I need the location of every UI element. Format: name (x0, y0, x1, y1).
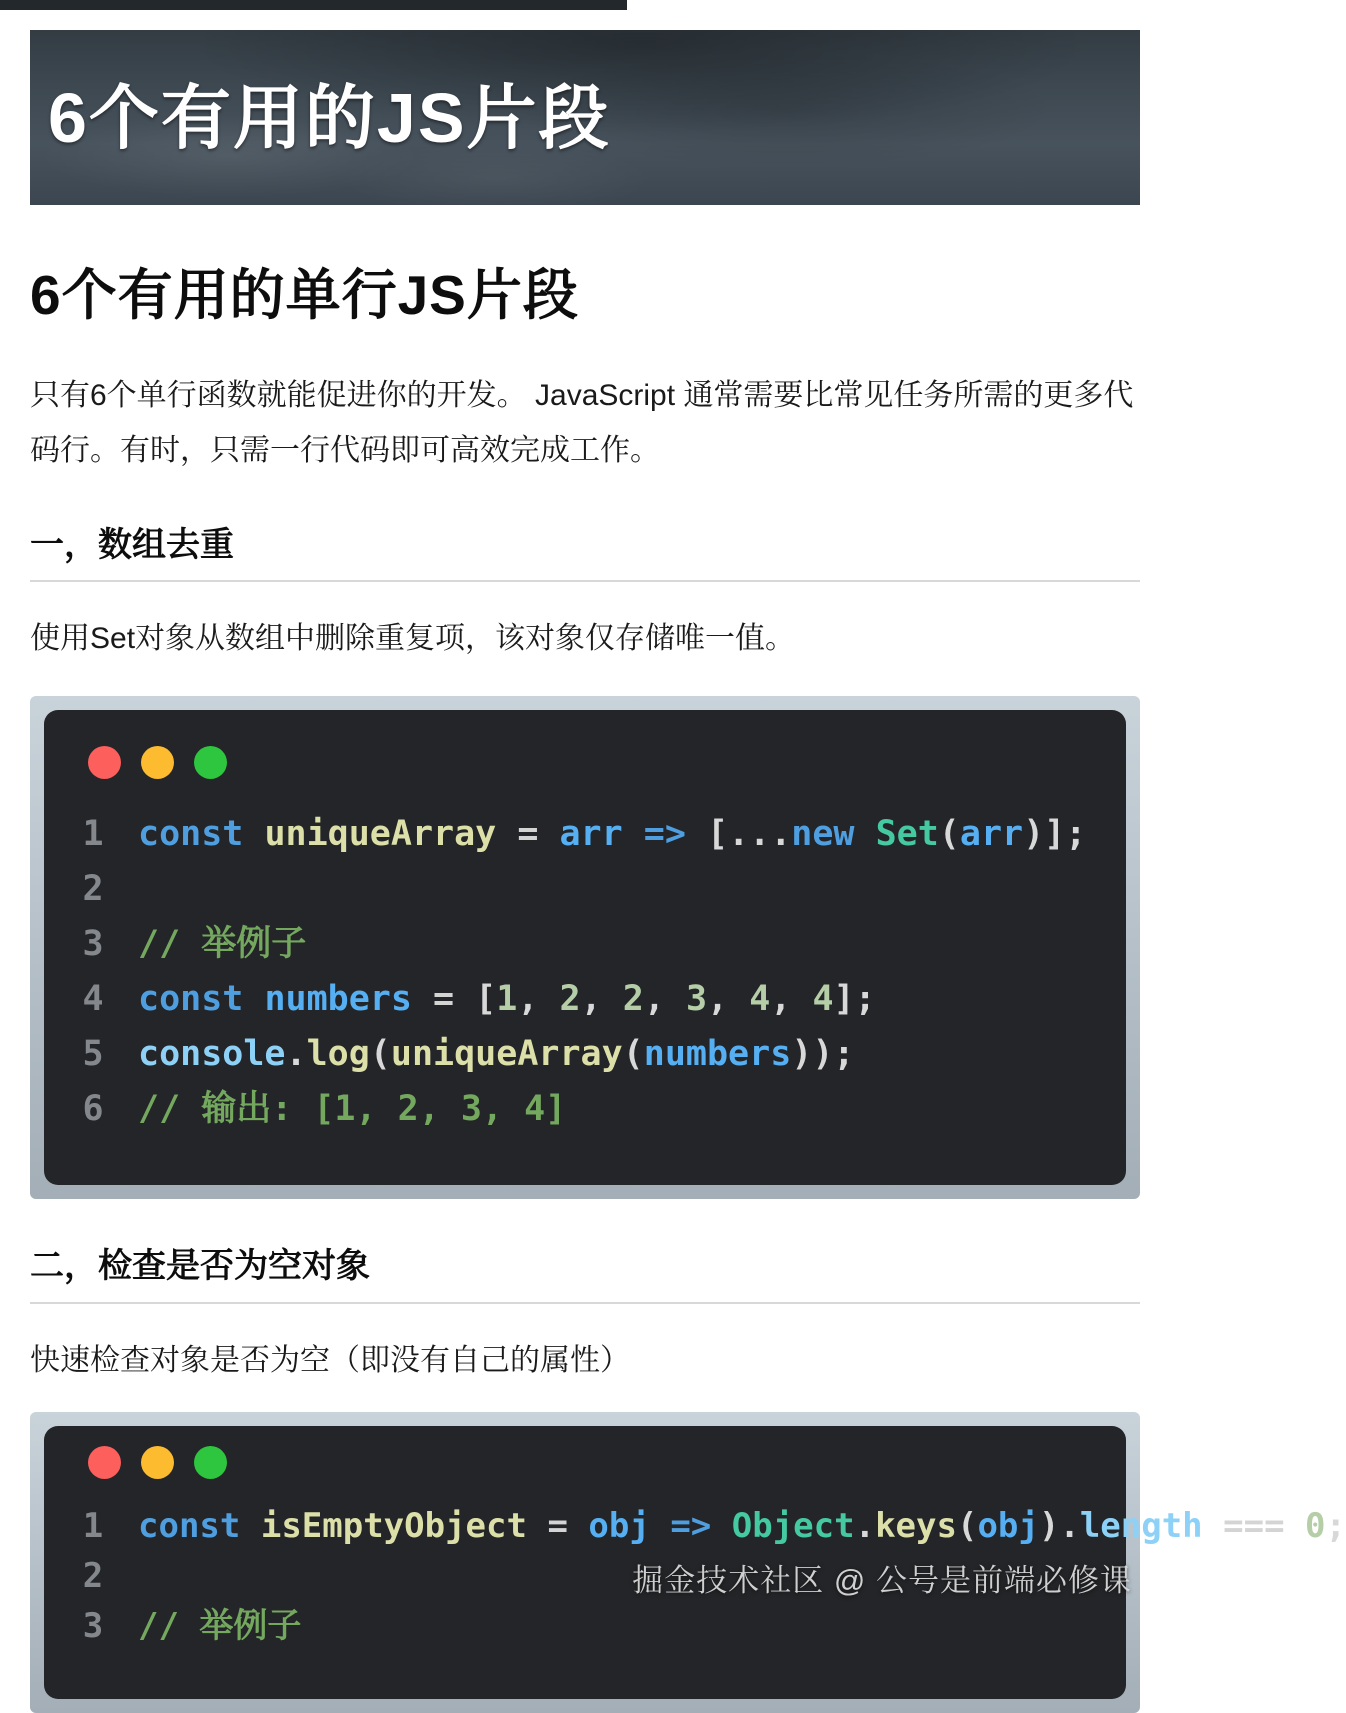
line-number: 1 (82, 814, 104, 855)
minimize-dot-icon (141, 1446, 174, 1479)
close-dot-icon (88, 1446, 121, 1479)
code-line (74, 862, 1098, 917)
line-number: 3 (82, 1606, 104, 1647)
top-edge-artifact (0, 0, 627, 10)
code-text: // 举例子 (138, 1606, 302, 1647)
line-number: 2 (82, 1556, 104, 1597)
code-text: console.log(uniqueArray(numbers)); (138, 1034, 855, 1075)
maximize-dot-icon (194, 746, 227, 779)
code-line (74, 1027, 1098, 1082)
window-controls (88, 746, 1098, 779)
banner-image (30, 30, 1140, 205)
section-description-1: 使用Set对象从数组中删除重复项，该对象仅存储唯一值。 (30, 622, 796, 656)
code-window (44, 710, 1126, 1185)
code-line (74, 807, 1098, 862)
line-number: 1 (82, 1506, 104, 1547)
code-line (74, 1601, 1098, 1651)
section-description-2: 快速检查对象是否为空（即没有自己的属性） (30, 1344, 630, 1378)
line-number: 4 (82, 979, 104, 1020)
line-number: 6 (82, 1089, 104, 1130)
minimize-dot-icon (141, 746, 174, 779)
window-controls (88, 1446, 1098, 1479)
code-line (74, 1501, 1346, 1551)
code-line (74, 917, 1098, 972)
line-number: 3 (82, 924, 104, 965)
code-text: // 举例子 (138, 924, 307, 965)
code-text: const isEmptyObject = obj => Object.keys(obj).length === 0; (138, 1506, 1346, 1547)
section-heading-1: 一，数组去重 (30, 525, 1140, 583)
close-dot-icon (88, 746, 121, 779)
code-text: // 输出: [1, 2, 3, 4] (138, 1089, 567, 1130)
intro-paragraph: 只有6个单行函数就能促进你的开发。 JavaScript 通常需要比常见任务所需的更多代码行。有时，只需一行代码即可高效完成工作。 (30, 378, 1134, 467)
maximize-dot-icon (194, 1446, 227, 1479)
code-line (74, 1082, 1098, 1137)
code-screenshot-2 (30, 1412, 1346, 1713)
page-title: 6个有用的单行JS片段 (30, 264, 579, 326)
line-number: 2 (82, 869, 104, 910)
watermark-text: 掘金技术社区 @ 公号是前端必修课 (632, 1563, 1132, 1599)
line-number: 5 (82, 1034, 104, 1075)
article-page (30, 0, 1346, 1713)
code-text: const uniqueArray = arr => [...new Set(arr)]; (138, 814, 1087, 855)
section-heading-2: 二，检查是否为空对象 (30, 1246, 1140, 1304)
code-block (74, 807, 1098, 1137)
code-screenshot-1 (30, 696, 1140, 1199)
code-text: const numbers = [1, 2, 2, 3, 4, 4]; (138, 979, 876, 1020)
banner-title: 6个有用的JS片段 (48, 78, 611, 157)
code-line (74, 972, 1098, 1027)
